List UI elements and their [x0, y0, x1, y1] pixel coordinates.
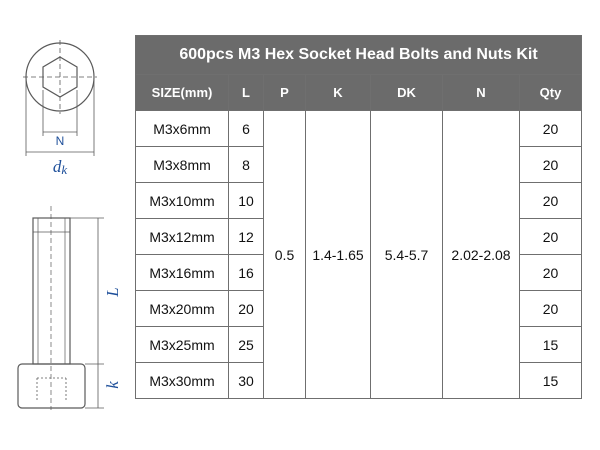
- header-k: K: [306, 75, 371, 111]
- header-row: [136, 75, 582, 111]
- spec-table: [135, 35, 582, 399]
- size-cell: M3x25mm: [136, 327, 229, 363]
- pitch-cell: 0.5: [264, 111, 306, 399]
- qty-cell: 20: [520, 219, 582, 255]
- bolt-drawing: [0, 0, 130, 450]
- length-cell: 20: [229, 291, 264, 327]
- qty-cell: 20: [520, 147, 582, 183]
- header-n: N: [443, 75, 520, 111]
- qty-cell: 20: [520, 291, 582, 327]
- bolt-side-view: [18, 206, 85, 410]
- size-cell: M3x12mm: [136, 219, 229, 255]
- header-dk: DK: [371, 75, 443, 111]
- length-cell: 16: [229, 255, 264, 291]
- qty-cell: 20: [520, 111, 582, 147]
- length-cell: 25: [229, 327, 264, 363]
- dk-label: dk: [52, 157, 68, 177]
- header-qty: Qty: [520, 75, 582, 111]
- size-cell: M3x8mm: [136, 147, 229, 183]
- table-row: [136, 111, 582, 147]
- head-height-cell: 1.4-1.65: [306, 111, 371, 399]
- header-size: SIZE(mm): [136, 75, 229, 111]
- bolt-head-top-view: [23, 40, 97, 114]
- l-dimension: [70, 218, 104, 364]
- header-l: L: [229, 75, 264, 111]
- length-cell: 30: [229, 363, 264, 399]
- qty-cell: 15: [520, 363, 582, 399]
- length-cell: 8: [229, 147, 264, 183]
- size-cell: M3x6mm: [136, 111, 229, 147]
- length-cell: 6: [229, 111, 264, 147]
- qty-cell: 20: [520, 255, 582, 291]
- k-dimension: [85, 364, 104, 408]
- head-diameter-cell: 5.4-5.7: [371, 111, 443, 399]
- length-cell: 12: [229, 219, 264, 255]
- size-cell: M3x10mm: [136, 183, 229, 219]
- n-label: N: [55, 134, 65, 148]
- length-cell: 10: [229, 183, 264, 219]
- qty-cell: 20: [520, 183, 582, 219]
- size-cell: M3x20mm: [136, 291, 229, 327]
- header-p: P: [264, 75, 306, 111]
- qty-cell: 15: [520, 327, 582, 363]
- k-label: k: [103, 381, 122, 389]
- socket-size-cell: 2.02-2.08: [443, 111, 520, 399]
- l-label: L: [103, 287, 122, 297]
- table-title: 600pcs M3 Hex Socket Head Bolts and Nuts Kit: [136, 36, 582, 75]
- size-cell: M3x30mm: [136, 363, 229, 399]
- size-cell: M3x16mm: [136, 255, 229, 291]
